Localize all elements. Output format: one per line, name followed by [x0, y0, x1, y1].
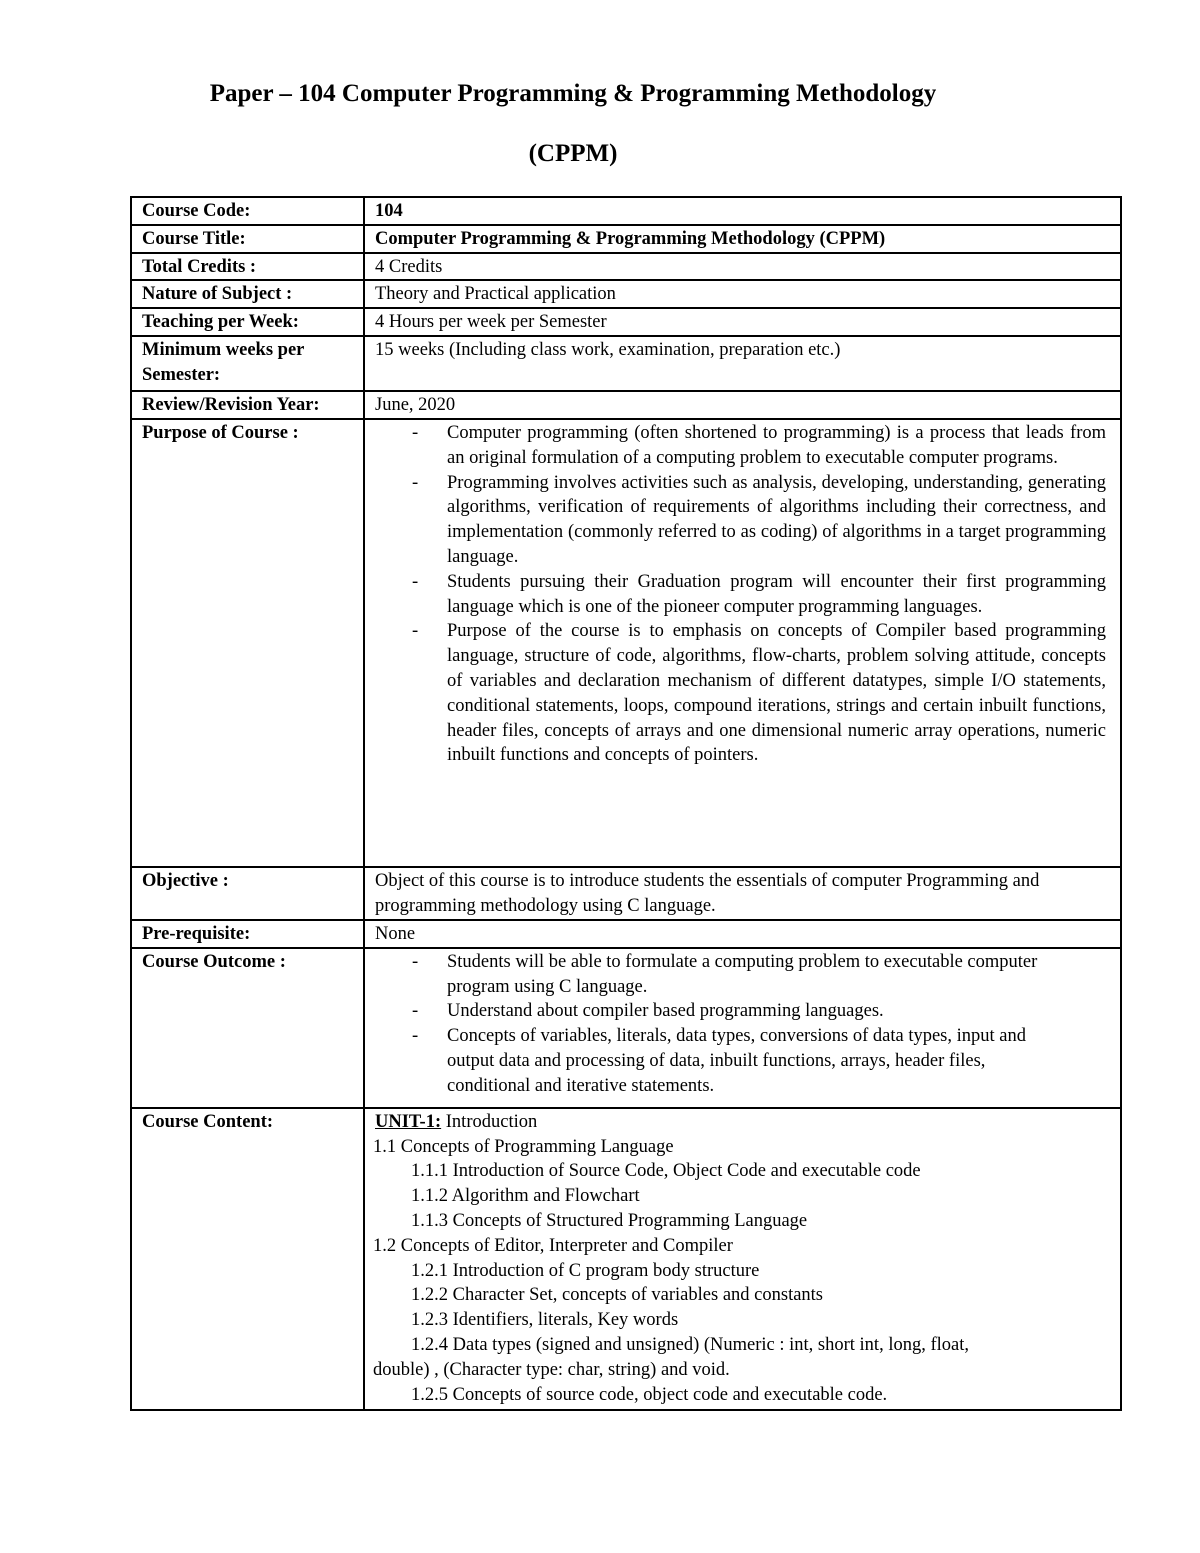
- table-row: [131, 336, 1121, 391]
- list-item: - Students will be able to formulate a computing problem to executable computer program using C language.: [447, 950, 1072, 1000]
- row-value-course-code: 104: [364, 197, 1121, 225]
- outcome-list: [375, 950, 1112, 1099]
- row-label-nature: Nature of Subject :: [131, 280, 364, 308]
- unit-tag: UNIT-1:: [375, 1111, 442, 1132]
- table-row: [131, 1108, 1121, 1410]
- list-item: - Concepts of variables, literals, data types, conversions of data types, input and output data and processing of data, inbuilt functions, arrays, header files, conditional and iterative statements.: [447, 1024, 1072, 1098]
- content-line: 1.1.2 Algorithm and Flowchart: [411, 1186, 640, 1207]
- row-value-teaching: 4 Hours per week per Semester: [364, 308, 1121, 336]
- row-value-total-credits: 4 Credits: [364, 253, 1121, 281]
- row-label-content: Course Content:: [131, 1108, 364, 1410]
- content-line: 1.1 Concepts of Programming Language: [373, 1136, 674, 1157]
- row-value-objective: Object of this course is to introduce students the essentials of computer Programming and programming methodology using C language.: [364, 867, 1121, 920]
- syllabus-table: [130, 196, 1122, 1411]
- list-item: - Purpose of the course is to emphasis on concepts of Compiler based programming language, structure of code, algorithms, flow-charts, problem solving attitude, concepts of variables and declaration mechanism of different datatypes, simple I/O statements, conditional statements, loops, compound iterations, strings and certain inbuilt functions, header files, concepts of arrays and one dimensional numeric array operations, numeric inbuilt functions and concepts of pointers.: [447, 619, 1106, 768]
- row-label-purpose: Purpose of Course :: [131, 419, 364, 867]
- row-value-outcome: [364, 948, 1121, 1108]
- row-label-objective: Objective :: [131, 867, 364, 920]
- table-row: [131, 948, 1121, 1108]
- row-label-course-code: Course Code:: [131, 197, 364, 225]
- purpose-list: [375, 421, 1112, 768]
- content-line: 1.2.5 Concepts of source code, object code and executable code.: [411, 1384, 888, 1405]
- row-value-review-year: June, 2020: [364, 391, 1121, 419]
- row-label-total-credits: Total Credits :: [131, 253, 364, 281]
- content-line: 1.2.1 Introduction of C program body structure: [411, 1260, 760, 1281]
- unit-heading: [375, 1110, 1112, 1135]
- content-line: 1.2.4 Data types (signed and unsigned) (Numeric : int, short int, long, float,: [411, 1334, 969, 1355]
- table-row: [131, 308, 1121, 336]
- row-value-nature: Theory and Practical application: [364, 280, 1121, 308]
- row-value-prereq: None: [364, 920, 1121, 948]
- content-line: 1.2 Concepts of Editor, Interpreter and Compiler: [373, 1235, 733, 1256]
- list-item: - Programming involves activities such as analysis, developing, understanding, generating algorithms, verification of requirements of algorithms including their correctness, and implementation (commonly referred to as coding) of algorithms in a target programming language.: [447, 471, 1106, 570]
- row-value-purpose: [364, 419, 1121, 867]
- list-item: - Students pursuing their Graduation program will encounter their first programming language which is one of the pioneer computer programming languages.: [447, 570, 1106, 620]
- row-label-review-year: Review/Revision Year:: [131, 391, 364, 419]
- content-line: double) , (Character type: char, string) and void.: [373, 1359, 730, 1380]
- table-row: [131, 280, 1121, 308]
- table-row: [131, 920, 1121, 948]
- page-subtitle: (CPPM): [528, 140, 618, 167]
- page-title: Paper – 104 Computer Programming & Programming Methodology: [209, 80, 937, 107]
- table-row: [131, 253, 1121, 281]
- table-row: [131, 391, 1121, 419]
- content-line: 1.1.3 Concepts of Structured Programming Language: [411, 1210, 808, 1231]
- content-line: 1.2.3 Identifiers, literals, Key words: [411, 1310, 679, 1331]
- row-label-prereq: Pre-requisite:: [131, 920, 364, 948]
- row-label-teaching: Teaching per Week:: [131, 308, 364, 336]
- table-row: [131, 225, 1121, 253]
- row-label-outcome: Course Outcome :: [131, 948, 364, 1108]
- table-row: [131, 867, 1121, 920]
- row-value-min-weeks: 15 weeks (Including class work, examination, preparation etc.): [364, 336, 1121, 391]
- row-value-course-title: Computer Programming & Programming Methodology (CPPM): [364, 225, 1121, 253]
- table-row: [131, 419, 1121, 867]
- row-label-min-weeks: Minimum weeks per Semester:: [131, 336, 364, 391]
- unit-title: Introduction: [445, 1111, 538, 1132]
- content-line: 1.1.1 Introduction of Source Code, Object Code and executable code: [411, 1161, 921, 1182]
- list-item: - Computer programming (often shortened to programming) is a process that leads from an original formulation of a computing problem to executable computer programs.: [447, 421, 1106, 471]
- table-row: [131, 197, 1121, 225]
- content-line: 1.2.2 Character Set, concepts of variables and constants: [411, 1285, 824, 1306]
- row-value-content: [364, 1108, 1121, 1410]
- list-item: - Understand about compiler based programming languages.: [447, 999, 1072, 1024]
- row-label-course-title: Course Title:: [131, 225, 364, 253]
